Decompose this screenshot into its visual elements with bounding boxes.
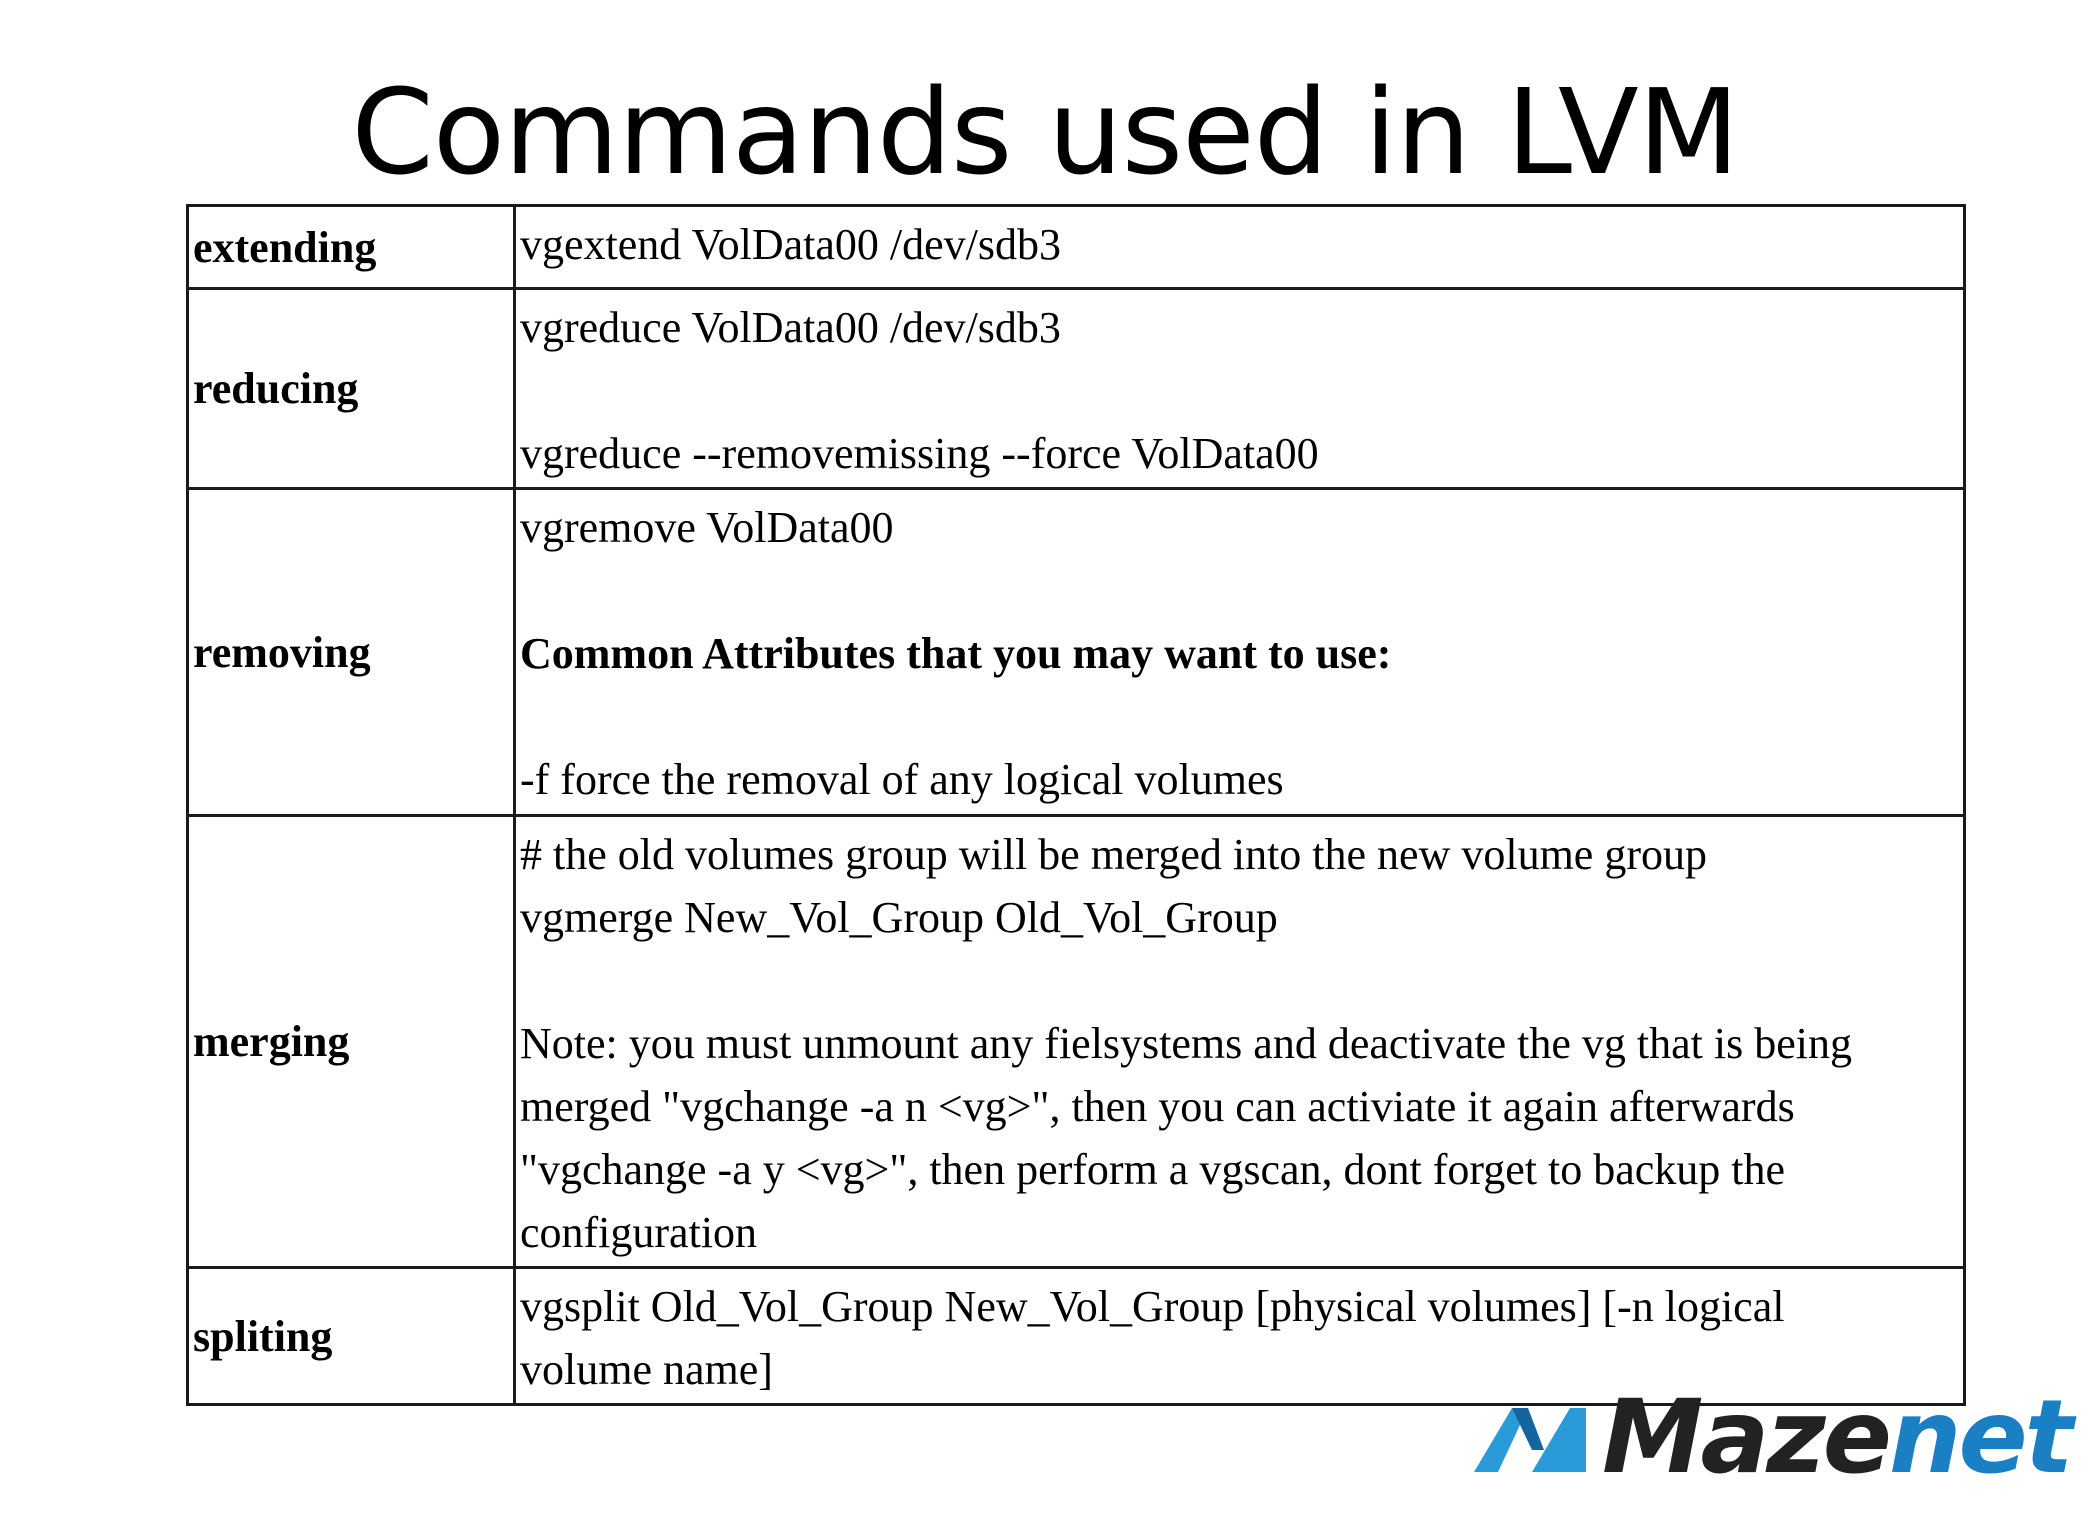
attributes-heading: Common Attributes that you may want to use: [520,629,1392,678]
row-label-reducing: reducing [188,289,515,489]
note-line: "vgchange -a y <vg>", then perform a vgscan, dont forget to backup the [520,1145,1786,1194]
logo-wordmark [1602,1378,2070,1498]
mazenet-mark-icon [1474,1392,1594,1472]
note-line: configuration [520,1208,758,1257]
attribute-line: -f force the removal of any logical volumes [520,755,1284,804]
row-label-extending: extending [188,206,515,289]
row-content-extending [515,206,1965,289]
table-row-reducing [188,289,1965,489]
blank-line [520,949,1963,1012]
lvm-commands-table [186,204,1966,1406]
command-line: vgreduce --removemissing --force VolData00 [520,429,1319,478]
row-label-removing: removing [188,489,515,816]
table-row-removing [188,489,1965,816]
comment-line: # the old volumes group will be merged into the new volume group [520,830,1707,879]
row-label-merging: merging [188,816,515,1268]
row-content-reducing [515,289,1965,489]
row-label-spliting: spliting [188,1268,515,1405]
blank-line [520,359,1963,422]
note-line: Note: you must unmount any fielsystems and deactivate the vg that is being [520,1019,1852,1068]
slide-title: Commands used in LVM [351,63,1739,201]
command-line: vgreduce VolData00 /dev/sdb3 [520,303,1061,352]
mazenet-logo [1474,1378,2071,1497]
command-line: volume name] [520,1345,773,1394]
note-line: merged "vgchange -a n <vg>", then you can activiate it again afterwards [520,1082,1795,1131]
row-content-merging [515,816,1965,1268]
blank-line [520,685,1963,748]
row-content-removing [515,489,1965,816]
blank-line [520,559,1963,622]
command-line: vgmerge New_Vol_Group Old_Vol_Group [520,893,1278,942]
logo-text-main: Maze [1602,1378,1889,1497]
command-line: vgremove VolData00 [520,503,894,552]
table-row-extending [188,206,1965,289]
table-row-merging [188,816,1965,1268]
command-line: vgextend VolData00 /dev/sdb3 [520,220,1061,269]
logo-text-accent: net [1888,1378,2071,1497]
command-line: vgsplit Old_Vol_Group New_Vol_Group [physical volumes] [-n logical [520,1282,1785,1331]
